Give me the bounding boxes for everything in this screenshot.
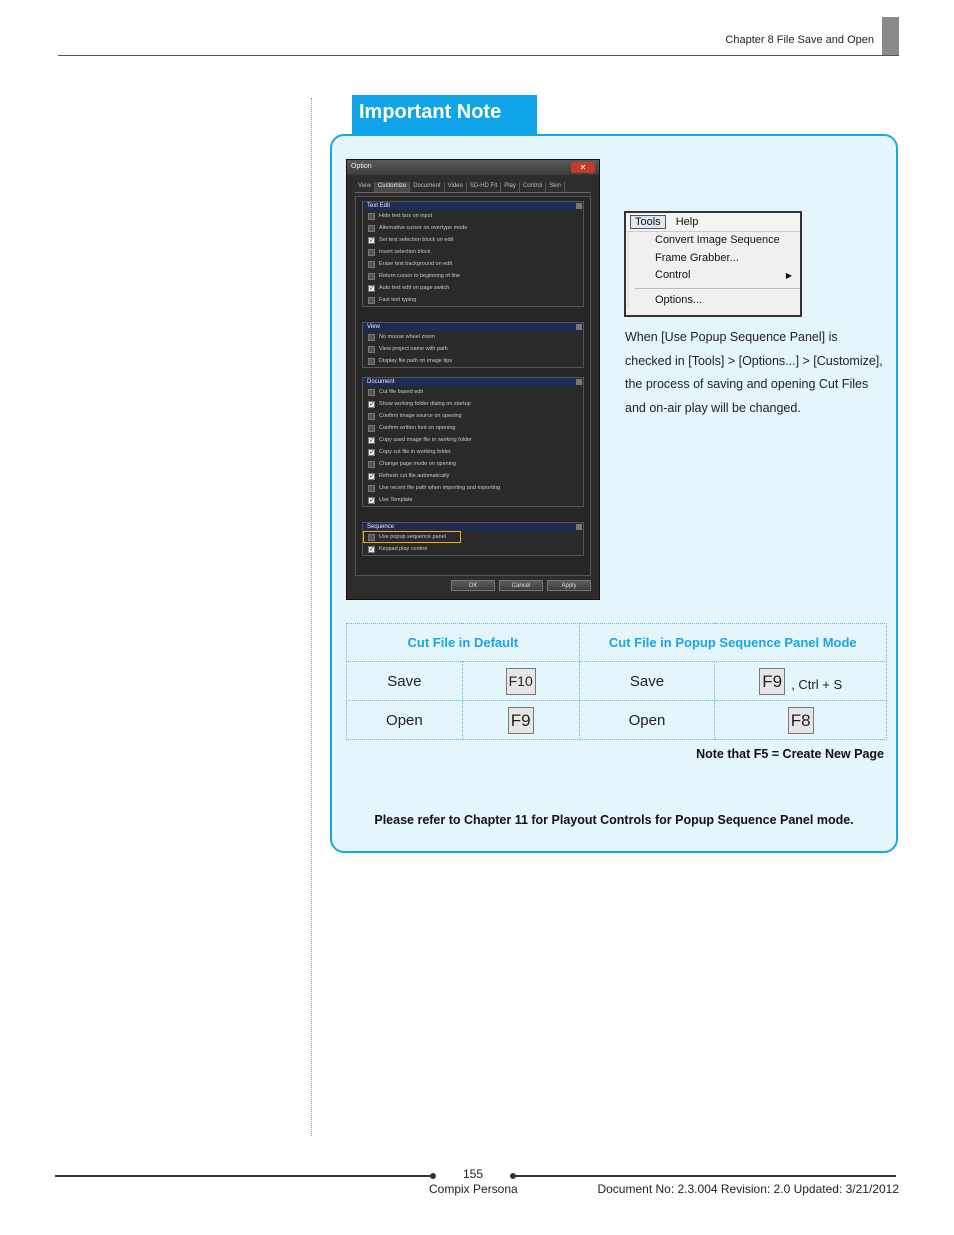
option-checkbox-row[interactable] — [363, 343, 583, 355]
option-tabs — [355, 182, 591, 193]
option-label: Use Template — [379, 497, 413, 503]
option-label: Fast text typing — [379, 297, 417, 303]
key-cell — [715, 701, 887, 740]
explanation-text: When [Use Popup Sequence Panel] is checked in [Tools] > [Options...] > [Customize], the process of saving and opening Cut Files and on-air play will be changed. — [625, 330, 883, 415]
header-popup-mode: Cut File in Popup Sequence Panel Mode — [579, 624, 886, 662]
option-label: Invert selection block — [379, 249, 431, 255]
option-label: Refresh cut file automatically — [379, 473, 450, 479]
tab-video[interactable]: Video — [445, 182, 467, 192]
option-checkbox-row[interactable] — [363, 531, 461, 543]
option-label: Display file path on image tips — [379, 358, 453, 364]
option-checkbox-row[interactable] — [363, 234, 583, 246]
option-checkbox-row[interactable] — [363, 246, 583, 258]
unchecked-checkbox-icon[interactable] — [368, 334, 375, 341]
menu-item-options[interactable]: Options... — [655, 293, 703, 306]
unchecked-checkbox-icon[interactable] — [368, 413, 375, 420]
option-label: Show working folder dialog on startup — [379, 401, 471, 407]
dialog-buttons — [451, 580, 591, 591]
option-checkbox-row[interactable] — [363, 543, 583, 555]
key-extra: , Ctrl + S — [791, 676, 843, 692]
group-document — [362, 377, 584, 507]
checked-checkbox-icon[interactable] — [368, 437, 375, 444]
table-header-row — [347, 624, 887, 662]
option-label: Use popup sequence panel — [379, 534, 446, 540]
key-cap: F9 — [508, 707, 534, 734]
checked-checkbox-icon[interactable] — [368, 546, 375, 553]
option-checkbox-row[interactable] — [363, 282, 583, 294]
menu-item-control[interactable] — [655, 267, 800, 285]
margin-guide — [311, 98, 312, 1136]
action-cell: Open — [579, 701, 715, 740]
option-label: Erase text background on edit — [379, 261, 453, 267]
chapter-reference-note: Please refer to Chapter 11 for Playout Controls for Popup Sequence Panel mode. — [374, 813, 854, 827]
option-checkbox-row[interactable] — [363, 210, 583, 222]
unchecked-checkbox-icon[interactable] — [368, 273, 375, 280]
key-cell — [462, 701, 579, 740]
option-checkbox-row[interactable] — [363, 386, 583, 398]
footer-rule-left — [55, 1175, 433, 1177]
action-cell: Save — [347, 662, 463, 701]
option-checkbox-row[interactable] — [363, 294, 583, 306]
unchecked-checkbox-icon[interactable] — [368, 346, 375, 353]
option-checkbox-row[interactable] — [363, 494, 583, 506]
option-label: Use recent file path when importing and exporting — [379, 485, 501, 491]
checked-checkbox-icon[interactable] — [368, 473, 375, 480]
action-cell: Open — [347, 701, 463, 740]
menu-bar — [626, 213, 800, 232]
group-header: View — [363, 323, 583, 331]
group-view — [362, 322, 584, 368]
option-label: View project name with path — [379, 346, 448, 352]
option-checkbox-row[interactable] — [363, 470, 583, 482]
option-checkbox-row[interactable] — [363, 331, 583, 343]
checked-checkbox-icon[interactable] — [368, 285, 375, 292]
table-row — [347, 701, 887, 740]
group-header: Text Edit — [363, 202, 583, 210]
option-panel — [355, 196, 591, 576]
option-checkbox-row[interactable] — [363, 434, 583, 446]
group-text-edit — [362, 201, 584, 307]
tab-skin[interactable]: Skin — [546, 182, 565, 192]
option-label: Auto text edit on page switch — [379, 285, 450, 291]
option-dialog — [346, 159, 600, 600]
option-checkbox-row[interactable] — [363, 270, 583, 282]
menu-item-convert-image-sequence[interactable]: Convert Image Sequence — [655, 234, 780, 246]
f5-note: Note that F5 = Create New Page — [696, 747, 884, 761]
footer-rule-right — [513, 1175, 896, 1177]
checked-checkbox-icon[interactable] — [368, 449, 375, 456]
key-cap: F10 — [506, 668, 536, 695]
header-divider — [58, 55, 899, 56]
option-checkbox-row[interactable] — [363, 458, 583, 470]
page-number: 155 — [463, 1167, 484, 1181]
header-marker — [882, 17, 899, 56]
key-cap: F8 — [788, 707, 814, 734]
table-row — [347, 662, 887, 701]
tools-menu — [624, 211, 802, 317]
tab-view[interactable]: View — [355, 182, 375, 192]
group-header: Sequence — [363, 523, 583, 531]
key-cap: F9 — [759, 668, 785, 695]
checked-checkbox-icon[interactable] — [368, 237, 375, 244]
option-label: Return cursor to beginning of line — [379, 273, 461, 279]
action-cell: Save — [579, 662, 715, 701]
tab-sd-hd-fit[interactable]: SD-HD Fit — [467, 182, 501, 192]
unchecked-checkbox-icon[interactable] — [368, 225, 375, 232]
unchecked-checkbox-icon[interactable] — [368, 249, 375, 256]
menu-separator — [635, 288, 800, 289]
option-checkbox-row[interactable] — [363, 258, 583, 270]
tab-customize[interactable]: Customize — [375, 182, 410, 192]
header-default: Cut File in Default — [347, 624, 580, 662]
close-icon[interactable]: ✕ — [571, 162, 595, 173]
unchecked-checkbox-icon[interactable] — [368, 389, 375, 396]
unchecked-checkbox-icon[interactable] — [368, 534, 375, 541]
option-checkbox-row[interactable] — [363, 222, 583, 234]
option-label: Copy used image file in working folder — [379, 437, 472, 443]
product-name: Compix Persona — [429, 1182, 518, 1196]
option-checkbox-row[interactable] — [363, 482, 583, 494]
unchecked-checkbox-icon[interactable] — [368, 425, 375, 432]
cancel-button[interactable]: Cancel — [499, 580, 543, 591]
menu-tools[interactable]: Tools — [630, 215, 666, 229]
option-checkbox-row[interactable] — [363, 398, 583, 410]
option-label: No mouse wheel zoom — [379, 334, 435, 340]
option-checkbox-row[interactable] — [363, 355, 583, 367]
document-info: Document No: 2.3.004 Revision: 2.0 Updated: 3/21/2012 — [597, 1182, 899, 1196]
option-label: Alternative cursor on overtype mode — [379, 225, 468, 231]
option-dialog-title: Option — [347, 160, 599, 175]
key-cell — [462, 662, 579, 701]
option-label: Keypad play control — [379, 546, 428, 552]
important-note-title: Important Note — [352, 95, 537, 134]
unchecked-checkbox-icon[interactable] — [368, 358, 375, 365]
tab-control[interactable]: Control — [520, 182, 546, 192]
shortcut-table — [346, 623, 887, 740]
unchecked-checkbox-icon[interactable] — [368, 461, 375, 468]
chapter-header: Chapter 8 File Save and Open — [725, 34, 874, 46]
option-label: Copy cut file in working folder — [379, 449, 451, 455]
tools-dropdown — [628, 232, 800, 309]
option-label: Confirm written font on opening — [379, 425, 456, 431]
unchecked-checkbox-icon[interactable] — [368, 485, 375, 492]
tab-document[interactable]: Document — [410, 182, 444, 192]
group-sequence — [362, 522, 584, 556]
checked-checkbox-icon[interactable] — [368, 497, 375, 504]
option-checkbox-row[interactable] — [363, 410, 583, 422]
checked-checkbox-icon[interactable] — [368, 401, 375, 408]
footer-dot — [430, 1173, 436, 1179]
option-label: Cut file based edit — [379, 389, 424, 395]
menu-item-label: Control — [655, 269, 691, 281]
ok-button[interactable]: OK — [451, 580, 495, 591]
tab-play[interactable]: Play — [501, 182, 520, 192]
unchecked-checkbox-icon[interactable] — [368, 213, 375, 220]
menu-help[interactable]: Help — [675, 216, 699, 228]
option-label: Confirm image source on opening — [379, 413, 462, 419]
group-header: Document — [363, 378, 583, 386]
apply-button[interactable]: Apply — [547, 580, 591, 591]
option-checkbox-row[interactable] — [363, 446, 583, 458]
option-label: Change page mode on opening — [379, 461, 457, 467]
unchecked-checkbox-icon[interactable] — [368, 297, 375, 304]
key-cell — [715, 662, 887, 701]
option-label: Hide text box on input — [379, 213, 433, 219]
option-checkbox-row[interactable] — [363, 422, 583, 434]
unchecked-checkbox-icon[interactable] — [368, 261, 375, 268]
option-label: Set text selection block on edit — [379, 237, 454, 243]
menu-item-frame-grabber[interactable]: Frame Grabber... — [655, 251, 739, 264]
submenu-arrow-icon: ▶ — [785, 271, 792, 280]
